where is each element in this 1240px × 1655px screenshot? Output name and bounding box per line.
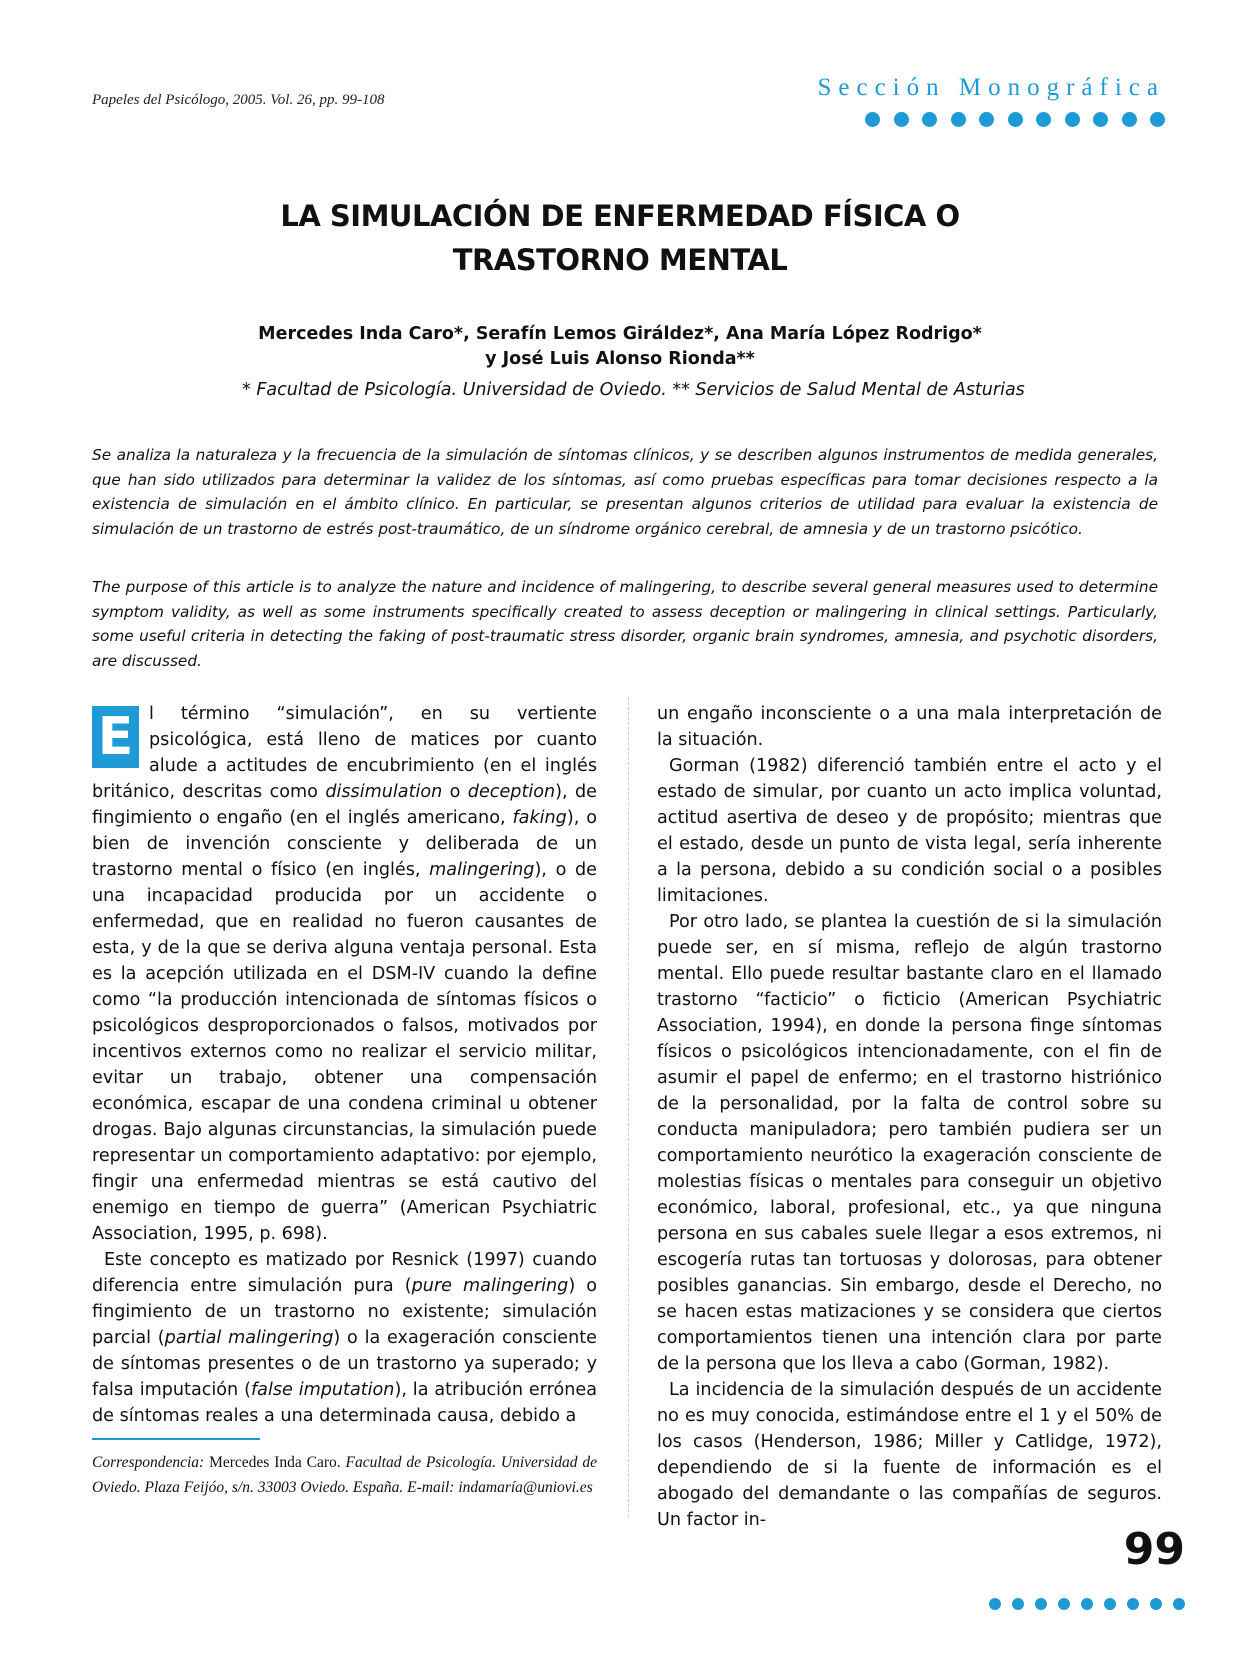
authors-line-1: Mercedes Inda Caro*, Serafín Lemos Giráldez*, Ana María López Rodrigo* xyxy=(258,324,982,344)
title-line-1: LA SIMULACIÓN DE ENFERMEDAD FÍSICA O xyxy=(280,199,960,233)
decorative-dots-bottom xyxy=(989,1598,1185,1610)
body-paragraph: La incidencia de la simulación después de un accidente no es muy conocida, estimándose entre el 1 y el 50% de los casos (Henderson, 1986; Miller y Catlidge, 1972), dependiendo de si la fuente de información es el abogado del demandante o las compañías de seguros. Un factor in- xyxy=(657,1380,1162,1530)
article-title xyxy=(0,194,1240,282)
author-list xyxy=(0,322,1240,372)
abstract-english: The purpose of this article is to analyze the nature and incidence of malingering, to describe several general measures used to determine symptom validity, as well as some instruments specifically created to assess deception or malingering in clinical settings. Particularly, some useful criteria in detecting the faking of post-traumatic stress disorder, organic brain syndromes, amnesia, and psychotic disorders, are discussed. xyxy=(92,578,1158,670)
authors-line-2: y José Luis Alonso Rionda** xyxy=(485,349,755,369)
body-paragraph: Este concepto es matizado por Resnick (1997) cuando diferencia entre simulación pura (pure malingering) o fingimiento de un trastorno no existente; simulación parcial (partial malingering) o la exageración consciente de síntomas presentes o de un trastorno ya superado; y falsa imputación (false imputation), la atribución errónea de síntomas reales a una determinada causa, debido a xyxy=(92,1250,597,1426)
abstract-spanish: Se analiza la naturaleza y la frecuencia de la simulación de síntomas clínicos, y se describen algunos instrumentos de medida generales, que han sido utilizados para determinar la validez de los síntomas, así como pruebas específicas para tomar decisiones respecto a la existencia de simulación en el ámbito clínico. En particular, se presentan algunos criterios de utilidad para evaluar la existencia de simulación de un trastorno de estrés post-traumático, de un síndrome orgánico cerebral, de amnesia y de un trastorno psicótico. xyxy=(92,446,1158,538)
correspondence-note: Correspondencia: Mercedes Inda Caro. Facultad de Psicología. Universidad de Oviedo. Plaza Feijóo, s/n. 33003 Oviedo. España. E-mail: indamaría@uniovi.es xyxy=(92,1454,597,1496)
column-divider xyxy=(628,697,629,1517)
decorative-dots-top xyxy=(865,112,1165,127)
journal-citation: Papeles del Psicólogo, 2005. Vol. 26, pp. 99-108 xyxy=(92,92,385,108)
body-paragraph: Por otro lado, se plantea la cuestión de si la simulación puede ser, en sí misma, reflejo de algún trastorno mental. Ello puede resultar bastante claro en el llamado trastorno “facticio” o ficticio (American Psychiatric Association, 1994), en donde la persona finge síntomas físicos o psicológicos intencionadamente, con el fin de asumir el papel de enfermo; en el trastorno histriónico de la personalidad, por la falta de control sobre su conducta manipuladora; pero también pudiera ser un comportamiento neurótico la exageración consciente de molestias físicas o mentales para conseguir un objetivo económico, laboral, profesional, etc., ya que ninguna persona en sus cabales suele llegar a esos extremos, ni escogería rutas tan tortuosas y dolorosas, para obtener posibles ganancias. Sin embargo, desde el Derecho, no se hacen estas matizaciones y se considera que ciertos comportamientos tienen una intención clara por parte de la persona que los lleva a cabo (Gorman, 1982). xyxy=(657,912,1162,1374)
body-column-left xyxy=(92,701,597,1429)
body-paragraph: un engaño inconsciente o a una mala interpretación de la situación. xyxy=(657,704,1162,750)
title-line-2: TRASTORNO MENTAL xyxy=(452,243,788,277)
affiliation: * Facultad de Psicología. Universidad de Oviedo. ** Servicios de Salud Mental de Asturias xyxy=(242,380,1025,400)
section-label: Sección Monográfica xyxy=(817,74,1165,101)
page-number: 99 xyxy=(1123,1524,1185,1575)
body-paragraph: E l término “simulación”, en su vertiente psicológica, está lleno de matices por cuanto alude a actitudes de encubrimiento (en el inglés británico, descritas como dissimulation o deception), de fingimiento o engaño (en el inglés americano, faking), o bien de invención consciente y deliberada de un trastorno mental o físico (en inglés, malingering), o de una incapacidad producida por un accidente o enfermedad, que en realidad no fueron causantes de esta, y de la que se deriva alguna ventaja personal. Esta es la acepción utilizada en el DSM-IV cuando la define como “la producción intencionada de síntomas físicos o psicológicos desproporcionados o falsos, motivados por incentivos externos como no realizar el servicio militar, evitar un trabajo, obtener una compensación económica, escapar de una condena criminal u obtener drogas. Bajo algunas circunstancias, la simulación puede representar un comportamiento adaptativo: por ejemplo, fingir una enfermedad mientras se está cautivo del enemigo en tiempo de guerra” (American Psychiatric Association, 1995, p. 698). xyxy=(92,704,597,1244)
drop-cap: E xyxy=(92,706,139,768)
body-paragraph: Gorman (1982) diferenció también entre el acto y el estado de simular, por cuanto un acto implica voluntad, actitud asertiva de deseo y de propósito; mientras que el estado, desde un punto de vista legal, sería inherente a la persona, debido a su condición social o a posibles limitaciones. xyxy=(657,756,1162,906)
footnote-rule xyxy=(92,1438,260,1440)
body-column-right xyxy=(657,701,1162,1533)
